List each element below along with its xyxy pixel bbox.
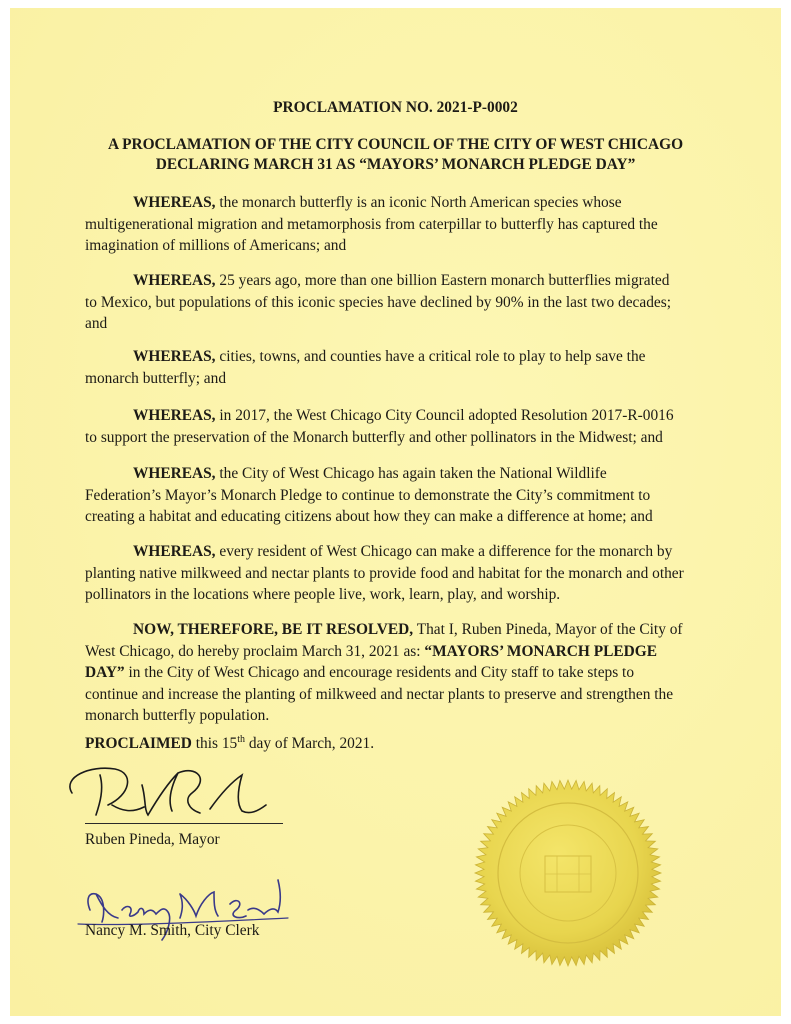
whereas-lead: WHEREAS,	[133, 465, 216, 482]
whereas-lead: WHEREAS,	[133, 543, 216, 560]
heading-line-2: DECLARING MARCH 31 AS “MAYORS’ MONARCH PLEDGE DAY”	[155, 156, 636, 173]
proclaimed-text: this 15	[191, 735, 238, 752]
resolved-paragraph	[85, 619, 685, 727]
whereas-lead: WHEREAS,	[133, 407, 216, 424]
proclaimed-lead: PROCLAIMED	[85, 735, 192, 752]
proclamation-number: PROCLAMATION NO. 2021-P-0002	[273, 99, 518, 116]
whereas-lead: WHEREAS,	[133, 272, 216, 289]
whereas-paragraph-4	[85, 405, 685, 448]
whereas-paragraph-1	[85, 192, 685, 257]
paragraph-text: in 2017, the West Chicago City Council adopted Resolution 2017-R-0016 to support the preservation of the Monarch butterfly and other pollinators in the Midwest; and	[85, 407, 674, 446]
proclaimed-date: day of March, 2021.	[245, 735, 375, 752]
paragraph-text: 25 years ago, more than one billion Eastern monarch butterflies migrated to Mexico, but populations of this iconic species have declined by 90% in the last two decades; and	[85, 272, 671, 332]
mayor-signature-line	[85, 823, 283, 824]
heading-line-1: A PROCLAMATION OF THE CITY COUNCIL OF THE CITY OF WEST CHICAGO	[107, 136, 684, 153]
pledge-day-name: “MAYORS’ MONARCH PLEDGE DAY”	[85, 642, 657, 681]
resolved-text-1: That I, Ruben Pineda, Mayor of the City of West Chicago, do hereby proclaim March 31, 2021 as:	[85, 621, 683, 660]
city-seal	[473, 778, 663, 968]
paragraph-text: every resident of West Chicago can make a difference for the monarch by planting native milkweed and nectar plants to provide food and habitat for the monarch and other pollinators in the locations where people live, work, learn, play, and worship.	[85, 543, 684, 603]
resolved-lead: NOW, THEREFORE, BE IT RESOLVED,	[133, 621, 414, 638]
mayor-name: Ruben Pineda, Mayor	[85, 831, 220, 848]
resolved-text-2: in the City of West Chicago and encourage residents and City staff to take steps to continue and increase the planting of milkweed and nectar plants to preserve and strengthen the monarch butterfly population.	[85, 664, 674, 724]
proclaimed-line	[85, 733, 374, 755]
whereas-paragraph-3	[85, 346, 685, 389]
whereas-lead: WHEREAS,	[133, 348, 216, 365]
paragraph-text: the City of West Chicago has again taken the National Wildlife Federation’s Mayor’s Monarch Pledge to continue to demonstrate the City’s commitment to creating a habitat and educating citizens about how they can make a difference at home; and	[85, 465, 653, 525]
mayor-signature	[60, 755, 275, 825]
whereas-paragraph-6	[85, 541, 685, 606]
ordinal-suffix: th	[237, 733, 245, 745]
paragraph-text: the monarch butterfly is an iconic North American species whose multigenerational migration and metamorphosis from caterpillar to butterfly has captured the imagination of millions of Americans; and	[85, 194, 658, 254]
whereas-lead: WHEREAS,	[133, 194, 216, 211]
whereas-paragraph-2	[85, 270, 685, 335]
whereas-paragraph-5	[85, 463, 685, 528]
paragraph-text: cities, towns, and counties have a critical role to play to help save the monarch butterfly; and	[85, 348, 646, 387]
clerk-name: Nancy M. Smith, City Clerk	[85, 922, 260, 939]
